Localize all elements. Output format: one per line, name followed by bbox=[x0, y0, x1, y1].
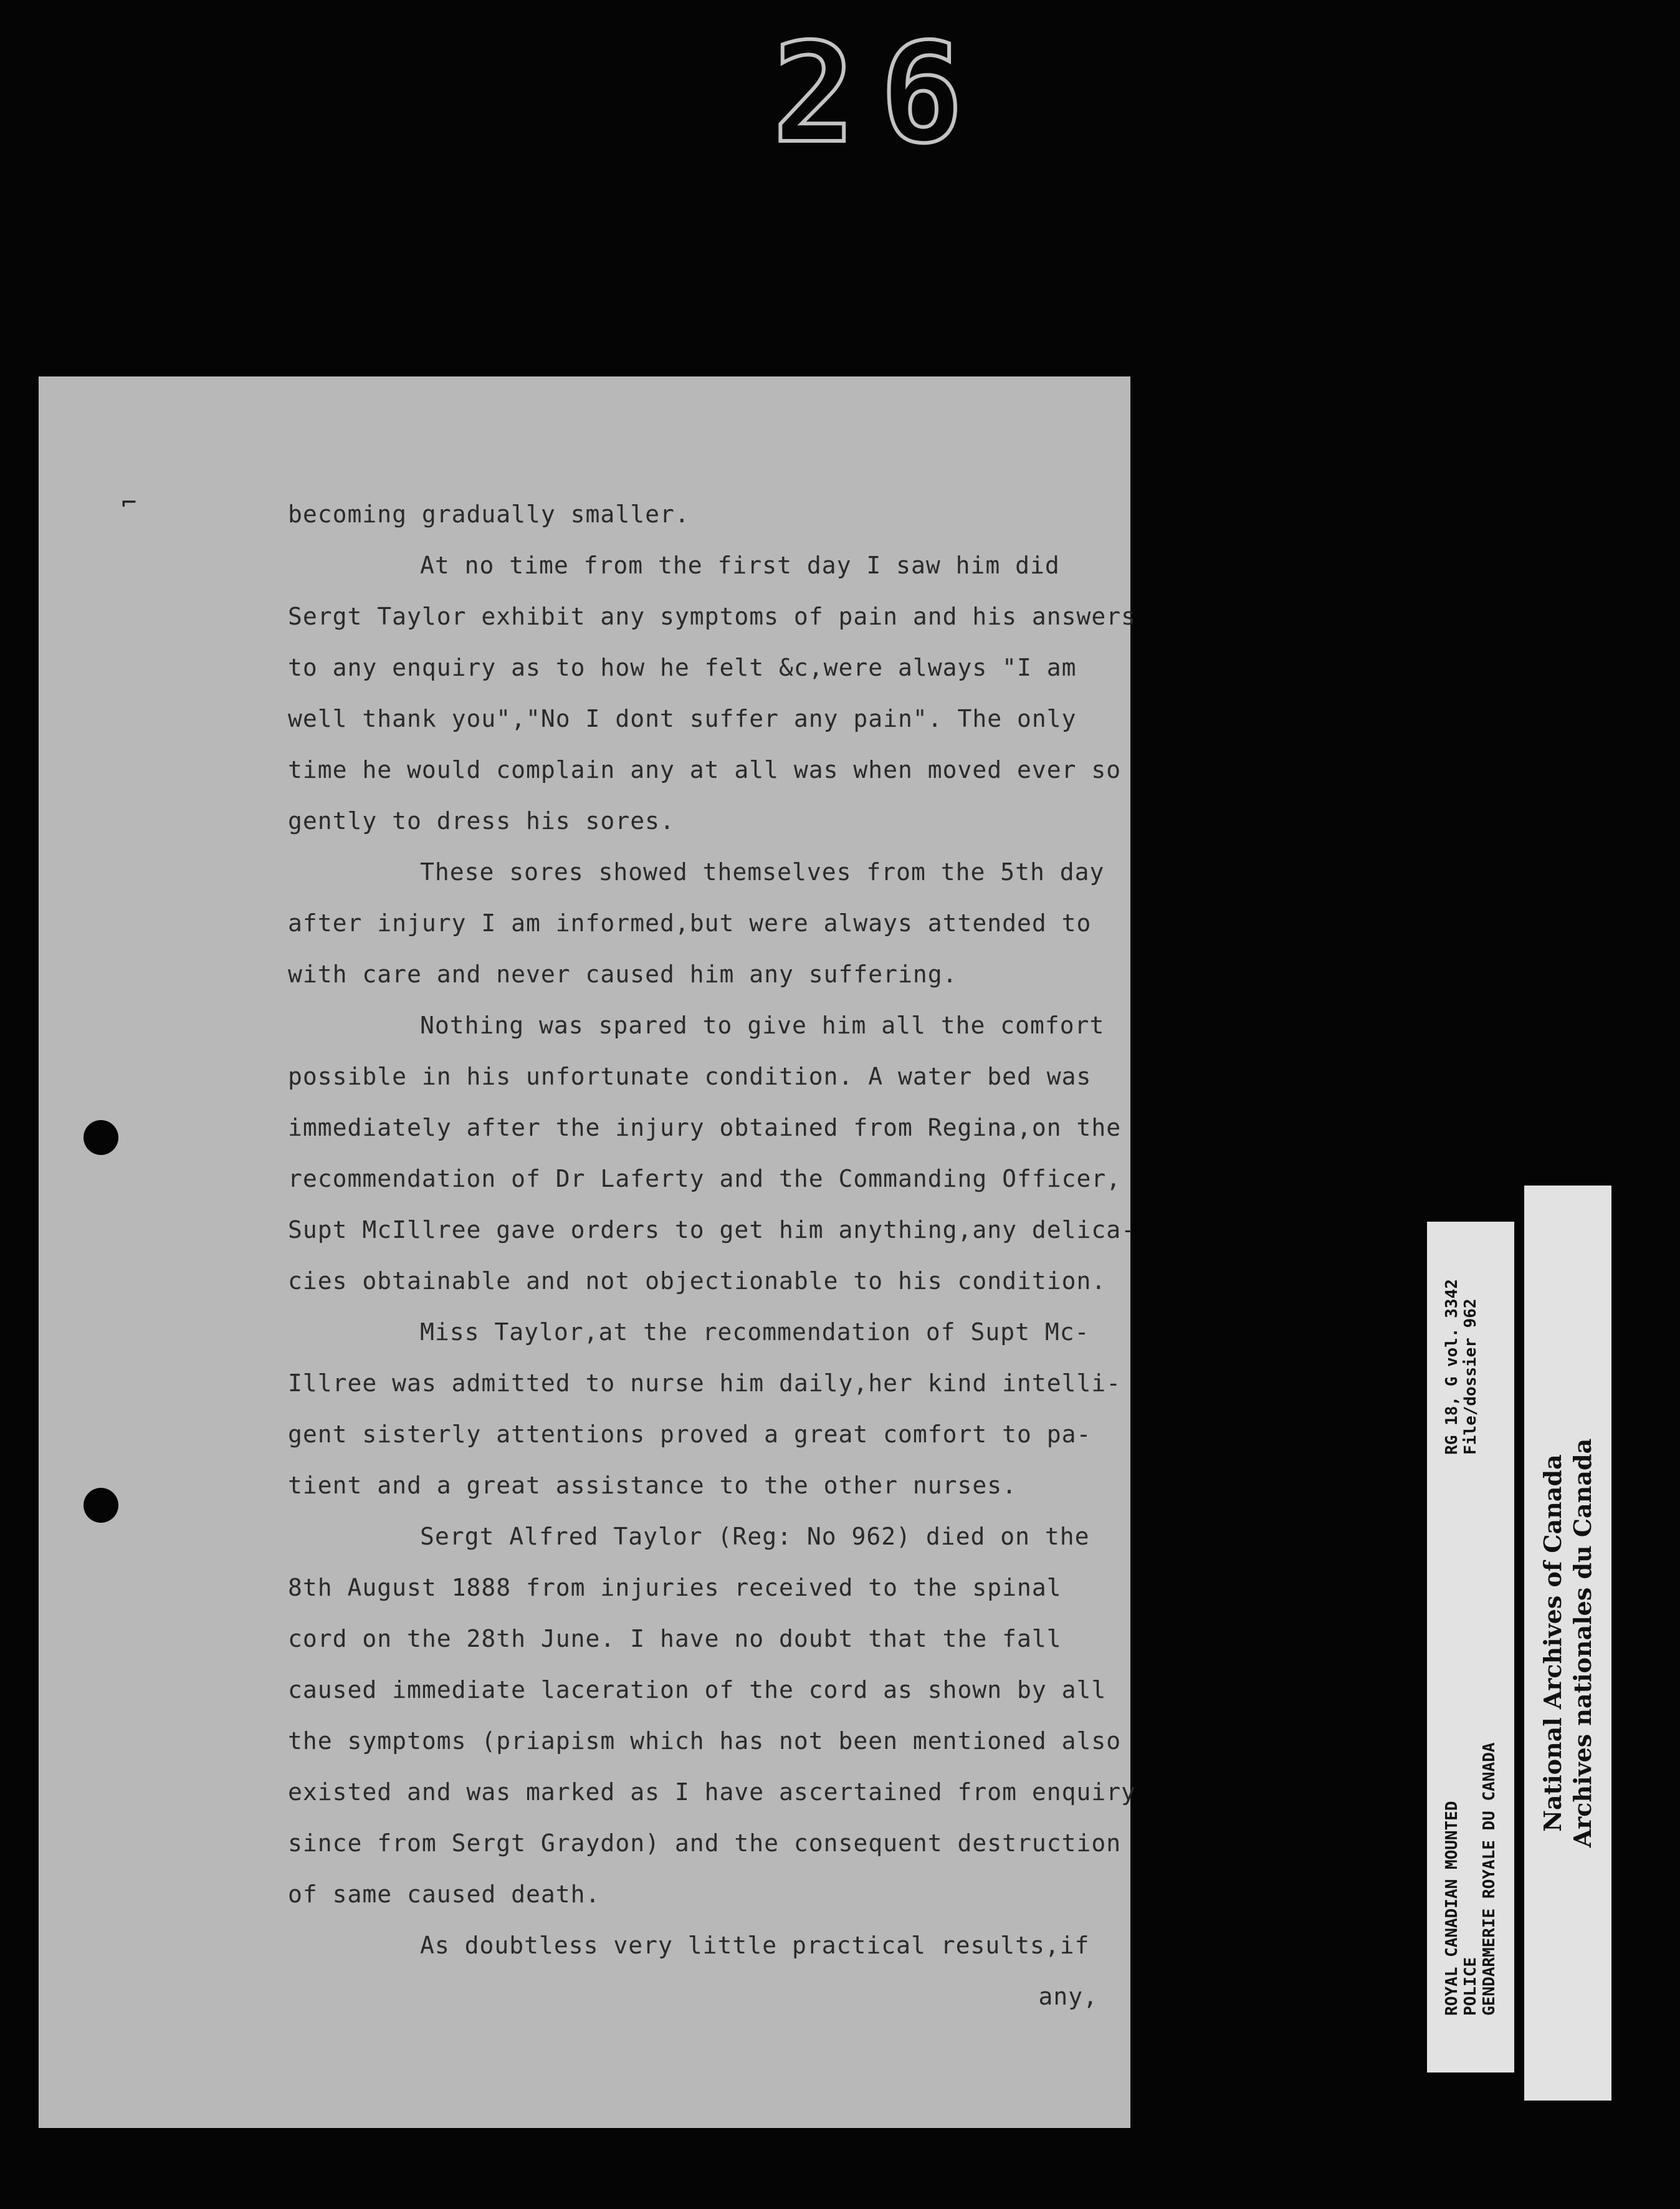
text-line: cord on the 28th June. I have no doubt that the fall bbox=[288, 1625, 1062, 1652]
agency-name-french: GENDARMERIE ROYALE DU CANADA bbox=[1480, 1742, 1499, 2016]
text-line: existed and was marked as I have ascertained from enquiry bbox=[288, 1778, 1137, 1806]
punch-hole-bottom bbox=[84, 1488, 118, 1523]
text-line: At no time from the first day I saw him did bbox=[420, 552, 1060, 579]
text-line: gent sisterly attentions proved a great comfort to pa- bbox=[288, 1421, 1092, 1448]
text-line: the symptoms (priapism which has not been mentioned also bbox=[288, 1727, 1122, 1755]
text-line: well thank you","No I dont suffer any pain". The only bbox=[288, 705, 1077, 732]
text-line: time he would complain any at all was when moved ever so bbox=[288, 756, 1122, 783]
text-line: gently to dress his sores. bbox=[288, 807, 675, 835]
text-line: any, bbox=[1038, 1983, 1098, 2010]
text-line: 8th August 1888 from injuries received to the spinal bbox=[288, 1574, 1062, 1601]
text-line: As doubtless very little practical results,if bbox=[420, 1932, 1090, 1959]
agency-name-line2: POLICE bbox=[1461, 1957, 1480, 2016]
text-line: becoming gradually smaller. bbox=[288, 501, 690, 528]
text-line: recommendation of Dr Laferty and the Commanding Officer, bbox=[288, 1165, 1122, 1192]
archive-reference-label bbox=[1427, 1222, 1514, 2072]
text-line: Sergt Alfred Taylor (Reg: No 962) died on the bbox=[420, 1523, 1090, 1550]
typewritten-page bbox=[39, 376, 1137, 2128]
text-line: of same caused death. bbox=[288, 1881, 601, 1908]
archives-name-label bbox=[1524, 1186, 1611, 2101]
frame-number: 26 bbox=[773, 14, 988, 173]
letter-body bbox=[288, 489, 1137, 2022]
text-line: since from Sergt Graydon) and the consequent destruction bbox=[288, 1829, 1122, 1857]
text-line: Illree was admitted to nurse him daily,her kind intelli- bbox=[288, 1369, 1122, 1397]
text-line: after injury I am informed,but were always attended to bbox=[288, 909, 1092, 937]
agency-name-line1: ROYAL CANADIAN MOUNTED bbox=[1443, 1801, 1461, 2016]
margin-mark: ⌐ bbox=[122, 489, 137, 517]
text-line: to any enquiry as to how he felt &c,were always "I am bbox=[288, 654, 1077, 681]
text-line: tient and a great assistance to the other nurses. bbox=[288, 1472, 1018, 1499]
archives-name-english: National Archives of Canada bbox=[1539, 1454, 1567, 1832]
text-line: Supt McIllree gave orders to get him anything,any delica- bbox=[288, 1216, 1137, 1243]
text-line: These sores showed themselves from the 5th day bbox=[420, 858, 1105, 886]
text-line: Miss Taylor,at the recommendation of Supt Mc- bbox=[420, 1318, 1090, 1346]
file-reference: File/dossier 962 bbox=[1461, 1298, 1480, 1455]
text-line: caused immediate laceration of the cord as shown by all bbox=[288, 1676, 1107, 1703]
text-line: Sergt Taylor exhibit any symptoms of pain and his answers bbox=[288, 603, 1137, 630]
archives-name-french: Archives nationales du Canada bbox=[1568, 1438, 1596, 1848]
text-line: Nothing was spared to give him all the comfort bbox=[420, 1012, 1105, 1039]
text-line: possible in his unfortunate condition. A water bed was bbox=[288, 1063, 1092, 1090]
record-group-reference: RG 18, G vol. 3342 bbox=[1443, 1278, 1461, 1455]
text-line: with care and never caused him any suffering. bbox=[288, 961, 958, 988]
text-line: cies obtainable and not objectionable to his condition. bbox=[288, 1267, 1107, 1295]
punch-hole-top bbox=[84, 1120, 118, 1155]
text-line: immediately after the injury obtained from Regina,on the bbox=[288, 1114, 1122, 1141]
